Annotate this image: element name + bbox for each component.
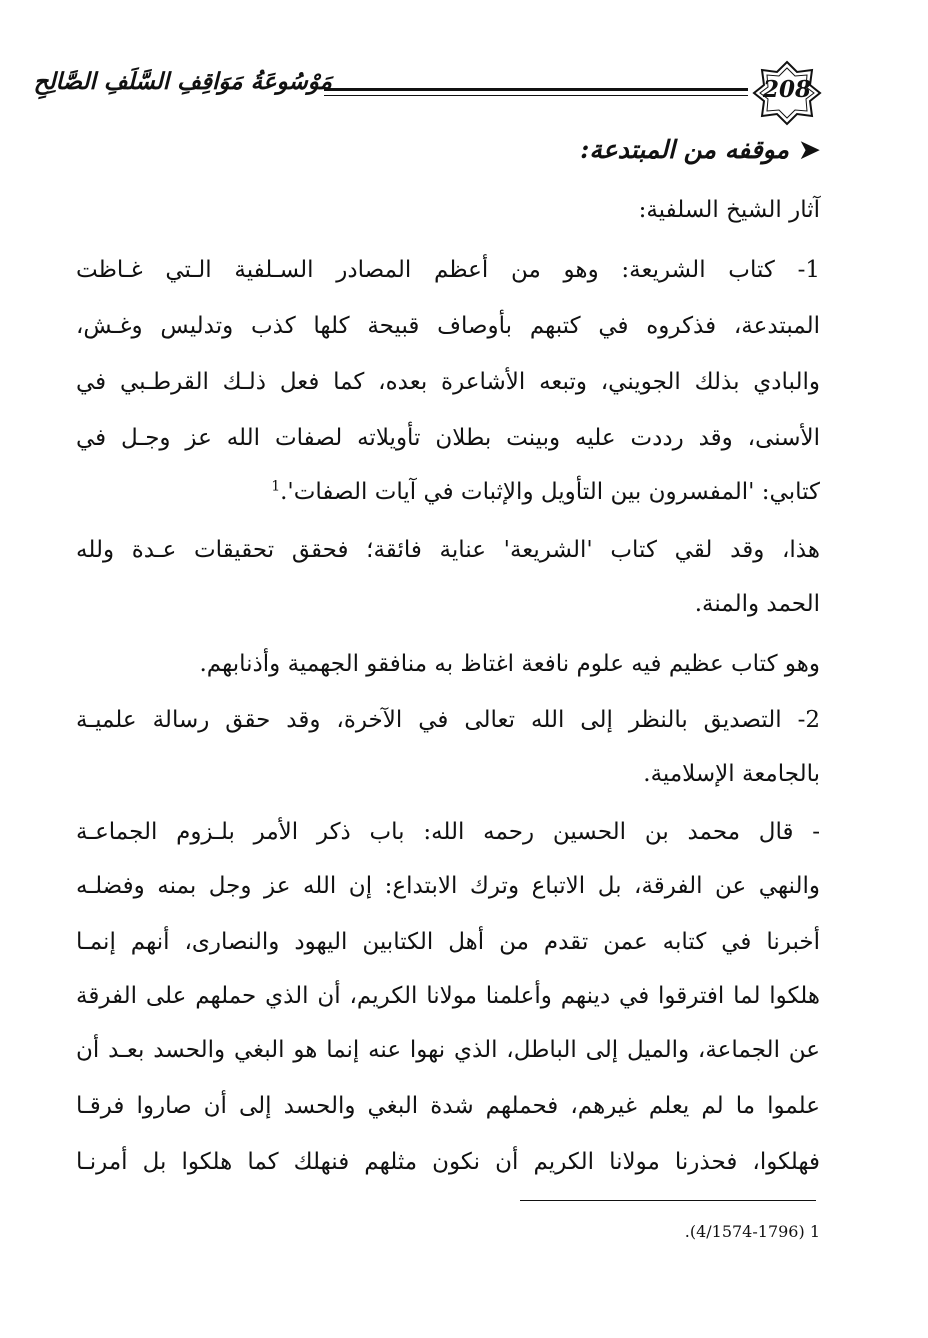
text-line: أخبرنا في كتابه عمن تقدم من أهل الكتابين اليهود والنصارى، أنهم إنمـا [76,929,820,955]
text-line: بالجامعة الإسلامية. [643,761,820,787]
page-number: 208 [762,76,811,103]
text-line: الأسنى، وقد رددت عليه وبينت بطلان تأويلاته لصفات الله عز وجـل في [76,425,820,451]
arrow-bullet-icon: ➤ [799,135,820,164]
page-header [33,60,822,126]
text-line: علموا ما لم يعلم غيرهم، فحملهم شدة البغي والحسد إلى أن صاروا فرقـا [76,1093,820,1119]
text-line: 1- كتاب الشريعة: وهو من أعظم المصادر السـلفية الـتي غـاظت [76,257,820,283]
footnote-separator [520,1200,816,1201]
text-line: والنهي عن الفرقة، بل الاتباع وترك الابتداع: إن الله عز وجل بمنه وفضلـه [76,873,820,899]
heading-text: موقفه من المبتدعة: [580,135,790,164]
text-line: هلكوا لما افترقوا في دينهم وأعلمنا مولانا الكريم، أن الذي حملهم على الفرقة [76,983,820,1009]
text-line: والبادي بذلك الجويني، وتبعه الأشاعرة بعده، كما فعل ذلـك القرطـبي في [76,369,820,395]
text-line: هذا، وقد لقي كتاب 'الشريعة' عناية فائقة؛ فحقق تحقيقات عـدة ولله [76,537,820,563]
text-line: الحمد والمنة. [694,591,820,617]
text-line: وهو كتاب عظيم فيه علوم نافعة اغتاظ به منافقو الجهمية وأذنابهم. [199,651,820,677]
header-rule-thin [324,95,748,96]
page-number-badge [752,60,822,126]
text-line: كتابي: 'المفسرون بين التأويل والإثبات في آيات الصفات'. [280,479,820,505]
footnote-marker: 1 [271,478,281,495]
text-line: فهلكوا، فحذرنا مولانا الكريم أن نكون مثلهم فنهلك كما هلكوا بل أمرنـا [76,1149,820,1175]
footnote: 1 (4/1574-1796). [684,1222,820,1241]
text-line: 2- التصديق بالنظر إلى الله تعالى في الآخرة، وقد حقق رسالة علميـة [76,707,820,733]
text-line: - قال محمد بن الحسين رحمه الله: باب ذكر الأمر بلـزوم الجماعـة [76,819,820,845]
header-rule [324,88,748,91]
section-heading [76,130,820,170]
text-line: آثار الشيخ السلفية: [638,197,820,223]
series-title: مَوْسُوعَةُ مَوَاقِفِ السَّلَفِ الصَّالِحِ [33,68,332,95]
text-line: عن الجماعة، والميل إلى الباطل، الذي نهوا عنه إنما هو البغي والحسد بعـد أن [76,1037,820,1063]
text-line: المبتدعة، فذكروه في كتبهم بأوصاف قبيحة كلها كذب وتدليس وغـش، [76,313,820,339]
text-line-with-footnote [76,472,820,512]
